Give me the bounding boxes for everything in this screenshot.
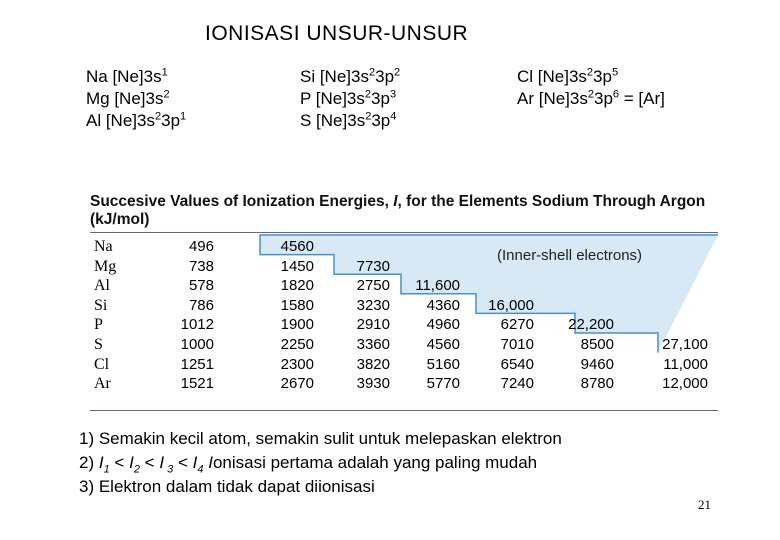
config-line: Cl $[Ne]3s^23p^5$: [517, 66, 619, 86]
table-row: [90, 297, 720, 316]
element-symbol: P: [94, 316, 103, 334]
energy-value: 3820: [356, 355, 390, 373]
energy-value: 22,200: [568, 316, 614, 334]
element-symbol: Mg: [94, 257, 117, 275]
energy-value: 11,000: [663, 355, 708, 373]
energy-value: 3230: [356, 296, 390, 314]
table-row: [90, 238, 720, 257]
figure-title: Succesive Values of Ionization Energies, I, for the Elements Sodium Through Argon (kJ/mol): [90, 193, 706, 228]
energy-value: 8780: [580, 375, 614, 393]
inner-shell-label: (Inner-shell electrons): [497, 247, 643, 264]
energy-value: 2670: [280, 375, 314, 393]
energy-value: 11,600: [415, 277, 460, 295]
energy-value: 4960: [426, 316, 460, 334]
element-symbol: Si: [94, 296, 108, 314]
table-row: [90, 277, 720, 296]
energy-value: 5160: [426, 355, 460, 373]
config-line: Mg $[Ne]3s^2$: [86, 88, 170, 108]
energy-value: 1820: [280, 277, 314, 295]
element-symbol: Ar: [94, 375, 111, 393]
energy-value: 3930: [356, 375, 390, 393]
summary-points: [79, 427, 562, 499]
summary-point: 1) Semakin kecil atom, semakin sulit untuk melepaskan elektron: [79, 429, 562, 448]
energy-value: 1012: [180, 316, 214, 334]
energy-value: 3360: [356, 336, 390, 353]
page-title: IONISASI UNSUR-UNSUR: [205, 22, 469, 45]
element-symbol: Cl: [94, 355, 110, 373]
energy-value: 2300: [280, 355, 314, 373]
energy-value: 9460: [580, 355, 614, 373]
config-line: Ar $[Ne]3s^23p^6 = [Ar]$: [517, 88, 665, 108]
page-number: 21: [698, 497, 711, 512]
energy-value: 27,100: [662, 336, 708, 353]
energy-value: 16,000: [488, 296, 534, 314]
energy-value: 4560: [280, 238, 314, 255]
summary-point: 3) Elektron dalam tidak dapat diionisasi: [79, 477, 375, 496]
energy-value: 1521: [180, 375, 214, 393]
energy-value: 6270: [500, 316, 534, 334]
table-row: [90, 336, 720, 355]
config-line: S $[Ne]3s^23p^4$: [300, 110, 397, 130]
energy-value: 496: [188, 238, 214, 255]
energy-value: 1000: [180, 336, 214, 353]
energy-value: 12,000: [662, 375, 708, 393]
energy-value: 4360: [426, 296, 460, 314]
energy-value: 7240: [500, 375, 534, 393]
energy-value: 7010: [500, 336, 534, 353]
energy-value: 1580: [280, 296, 314, 314]
table-row: [90, 258, 720, 277]
config-line: Na $[Ne]3s^1$: [86, 66, 168, 86]
energy-value: 6540: [500, 355, 534, 373]
table-row: [90, 316, 720, 335]
energy-value: 1900: [280, 316, 314, 334]
energy-value: 2910: [356, 316, 390, 334]
energy-value: 4560: [426, 336, 460, 353]
energy-value: 1251: [180, 355, 214, 373]
config-line: P $[Ne]3s^23p^3$: [300, 88, 397, 108]
energy-value: 578: [188, 277, 214, 295]
energy-value: 2750: [356, 277, 390, 295]
energy-value: 5770: [426, 375, 460, 393]
config-line: Al $[Ne]3s^23p^1$: [86, 110, 187, 130]
energy-value: 2250: [280, 336, 314, 353]
energy-value: 1450: [280, 257, 314, 275]
summary-point: 2) $I_1 < I_2 < I$ $_3 < I_4$ Ionisasi pertama adalah yang paling mudah: [79, 453, 538, 476]
energy-value: 786: [188, 296, 214, 314]
element-symbol: Na: [94, 238, 113, 255]
energy-value: 8500: [580, 336, 614, 353]
element-symbol: Al: [94, 277, 110, 295]
table-row: [90, 375, 720, 394]
table-row: [90, 356, 720, 375]
energy-value: 7730: [356, 257, 390, 275]
energy-value: 738: [188, 257, 214, 275]
config-line: Si $[Ne]3s^23p^2$: [300, 66, 401, 86]
element-symbol: S: [94, 336, 103, 353]
